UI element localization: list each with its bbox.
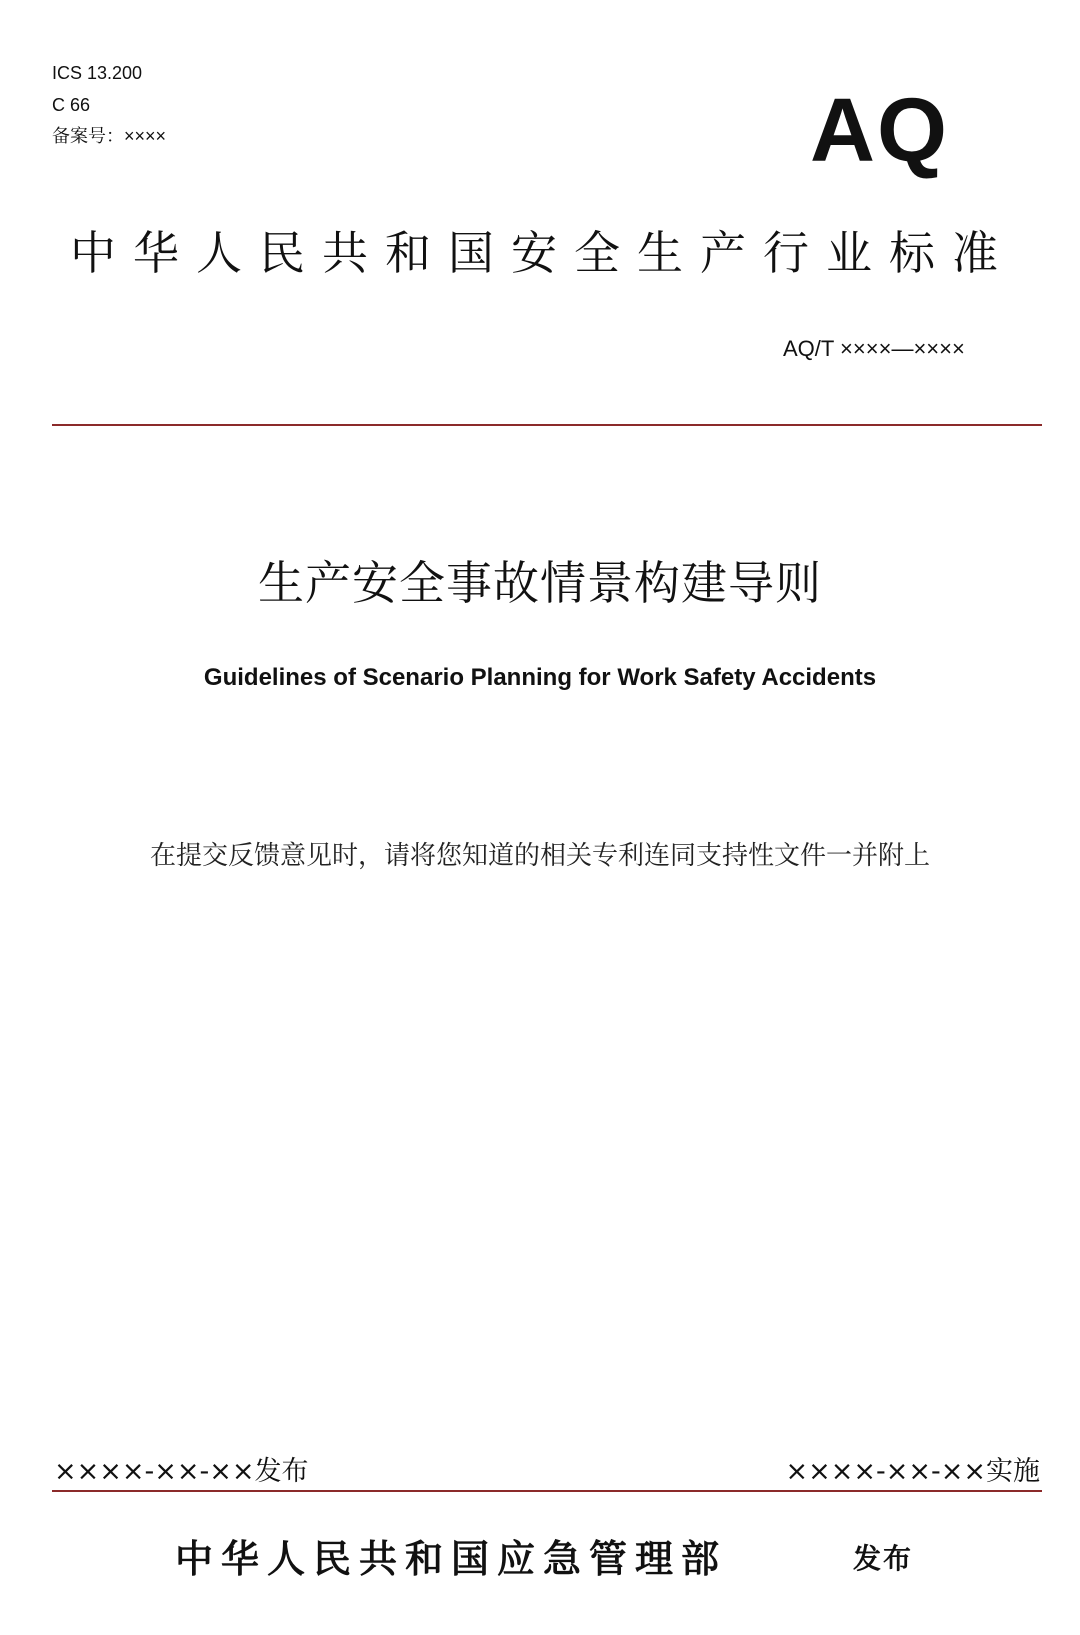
issue-label: 发布 — [853, 1542, 914, 1575]
publish-date: ××××-××-××发布 — [54, 1456, 309, 1487]
aq-logo: AQ — [810, 81, 949, 181]
record-number: 备案号：×××× — [52, 126, 167, 146]
document-title-english: Guidelines of Scenario Planning for Work Safety Accidents — [203, 664, 877, 691]
issuing-authority: 中华人民共和国应急管理部 — [175, 1537, 728, 1581]
classification-code: C 66 — [52, 95, 91, 115]
feedback-notice: 在提交反馈意见时，请将您知道的相关专利连同支持性文件一并附上 — [149, 841, 930, 871]
top-divider — [52, 424, 1042, 426]
bottom-divider — [52, 1490, 1042, 1492]
ics-code: ICS 13.200 — [52, 63, 143, 83]
standard-number: AQ/T ××××—×××× — [783, 336, 965, 361]
effective-date: ××××-××-××实施 — [785, 1456, 1040, 1487]
document-title: 生产安全事故情景构建导则 — [258, 556, 822, 610]
industry-standard-title: 中华人民共和国安全生产行业标准 — [70, 226, 1015, 280]
